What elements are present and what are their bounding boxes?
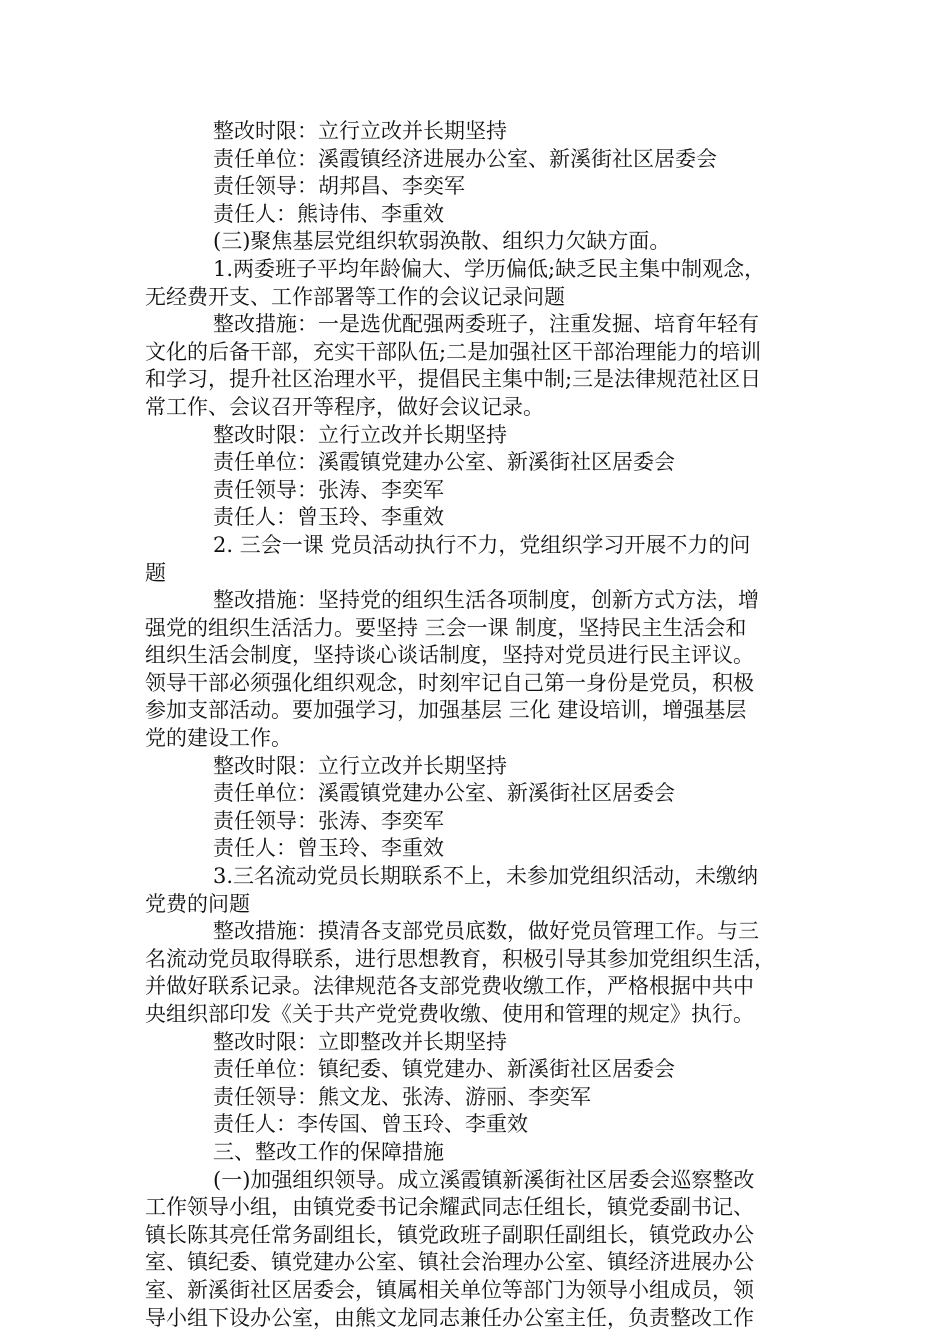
- text-line: 室、镇纪委、镇党建办公室、镇社会治理办公室、镇经济进展办公: [145, 1250, 754, 1275]
- text-line: (一)加强组织领导。成立溪霞镇新溪街社区居委会巡察整改: [213, 1167, 755, 1192]
- text-line: 2. 三会一课 党员活动执行不力，党组织学习开展不力的问: [213, 532, 751, 557]
- text-line: 整改措施：坚持党的组织生活各项制度，创新方式方法，增: [213, 588, 759, 613]
- text-line: 常工作、会议召开等程序，做好会议记录。: [145, 394, 544, 419]
- text-line: 整改时限：立行立改并长期坚持: [213, 753, 507, 778]
- text-line: 强党的组织生活活力。要坚持 三会一课 制度，坚持民主生活会和: [145, 615, 747, 640]
- text-line: 责任领导：胡邦昌、李奕军: [213, 174, 465, 199]
- text-line: 室、新溪街社区居委会，镇属相关单位等部门为领导小组成员，领: [145, 1277, 754, 1302]
- text-line: (三)聚焦基层党组织软弱涣散、组织力欠缺方面。: [213, 229, 671, 254]
- text-line: 责任单位：溪霞镇党建办公室、新溪街社区居委会: [213, 450, 675, 475]
- text-line: 责任领导：张涛、李奕军: [213, 808, 444, 833]
- text-line: 责任人：曾玉玲、李重效: [213, 836, 444, 861]
- text-line: 责任领导：熊文龙、张涛、游丽、李奕军: [213, 1084, 591, 1109]
- text-line: 党的建设工作。: [145, 726, 292, 751]
- text-line: 1.两委班子平均年龄偏大、学历偏低;缺乏民主集中制观念，: [213, 256, 766, 281]
- text-line: 名流动党员取得联系，进行思想教育，积极引导其参加党组织生活，: [145, 946, 775, 971]
- text-line: 整改措施：一是选优配强两委班子，注重发掘、培育年轻有: [213, 312, 759, 337]
- text-line: 责任单位：镇纪委、镇党建办、新溪街社区居委会: [213, 1057, 675, 1082]
- text-line: 3.三名流动党员长期联系不上，未参加党组织活动，未缴纳: [213, 864, 759, 889]
- text-line: 工作领导小组，由镇党委书记余耀武同志任组长，镇党委副书记、: [145, 1195, 754, 1220]
- text-line: 题: [145, 560, 166, 585]
- text-line: 镇长陈其亮任常务副组长，镇党政班子副职任副组长，镇党政办公: [145, 1222, 754, 1247]
- text-line: 党费的问题: [145, 891, 250, 916]
- text-line: 责任单位：溪霞镇经济进展办公室、新溪街社区居委会: [213, 146, 717, 171]
- document-body: [145, 118, 810, 1332]
- text-line: 三、整改工作的保障措施: [213, 1139, 444, 1164]
- text-line: 无经费开支、工作部署等工作的会议记录问题: [145, 284, 565, 309]
- text-line: 责任人：曾玉玲、李重效: [213, 505, 444, 530]
- text-line: 并做好联系记录。法律规范各支部党费收缴工作，严格根据中共中: [145, 974, 754, 999]
- text-line: 整改时限：立即整改并长期坚持: [213, 1029, 507, 1054]
- text-line: 整改措施：摸清各支部党员底数，做好党员管理工作。与三: [213, 919, 759, 944]
- text-line: 责任人：熊诗伟、李重效: [213, 201, 444, 226]
- text-line: 整改时限：立行立改并长期坚持: [213, 422, 507, 447]
- text-line: 责任领导：张涛、李奕军: [213, 477, 444, 502]
- text-line: 文化的后备干部，充实干部队伍;二是加强社区干部治理能力的培训: [145, 339, 762, 364]
- text-line: 参加支部活动。要加强学习，加强基层 三化 建设培训，增强基层: [145, 698, 747, 723]
- text-line: 导小组下设办公室，由熊文龙同志兼任办公室主任，负责整改工作: [145, 1305, 754, 1330]
- text-line: 责任单位：溪霞镇党建办公室、新溪街社区居委会: [213, 781, 675, 806]
- text-line: 组织生活会制度，坚持谈心谈话制度，坚持对党员进行民主评议。: [145, 643, 754, 668]
- text-line: 整改时限：立行立改并长期坚持: [213, 119, 507, 143]
- text-line: 和学习，提升社区治理水平，提倡民主集中制;三是法律规范社区日: [145, 367, 762, 392]
- text-line: 责任人：李传国、曾玉玲、李重效: [213, 1112, 528, 1137]
- text-line: 领导干部必须强化组织观念，时刻牢记自己第一身份是党员，积极: [145, 670, 754, 695]
- text-line: 央组织部印发《关于共产党党费收缴、使用和管理的规定》执行。: [145, 1002, 754, 1026]
